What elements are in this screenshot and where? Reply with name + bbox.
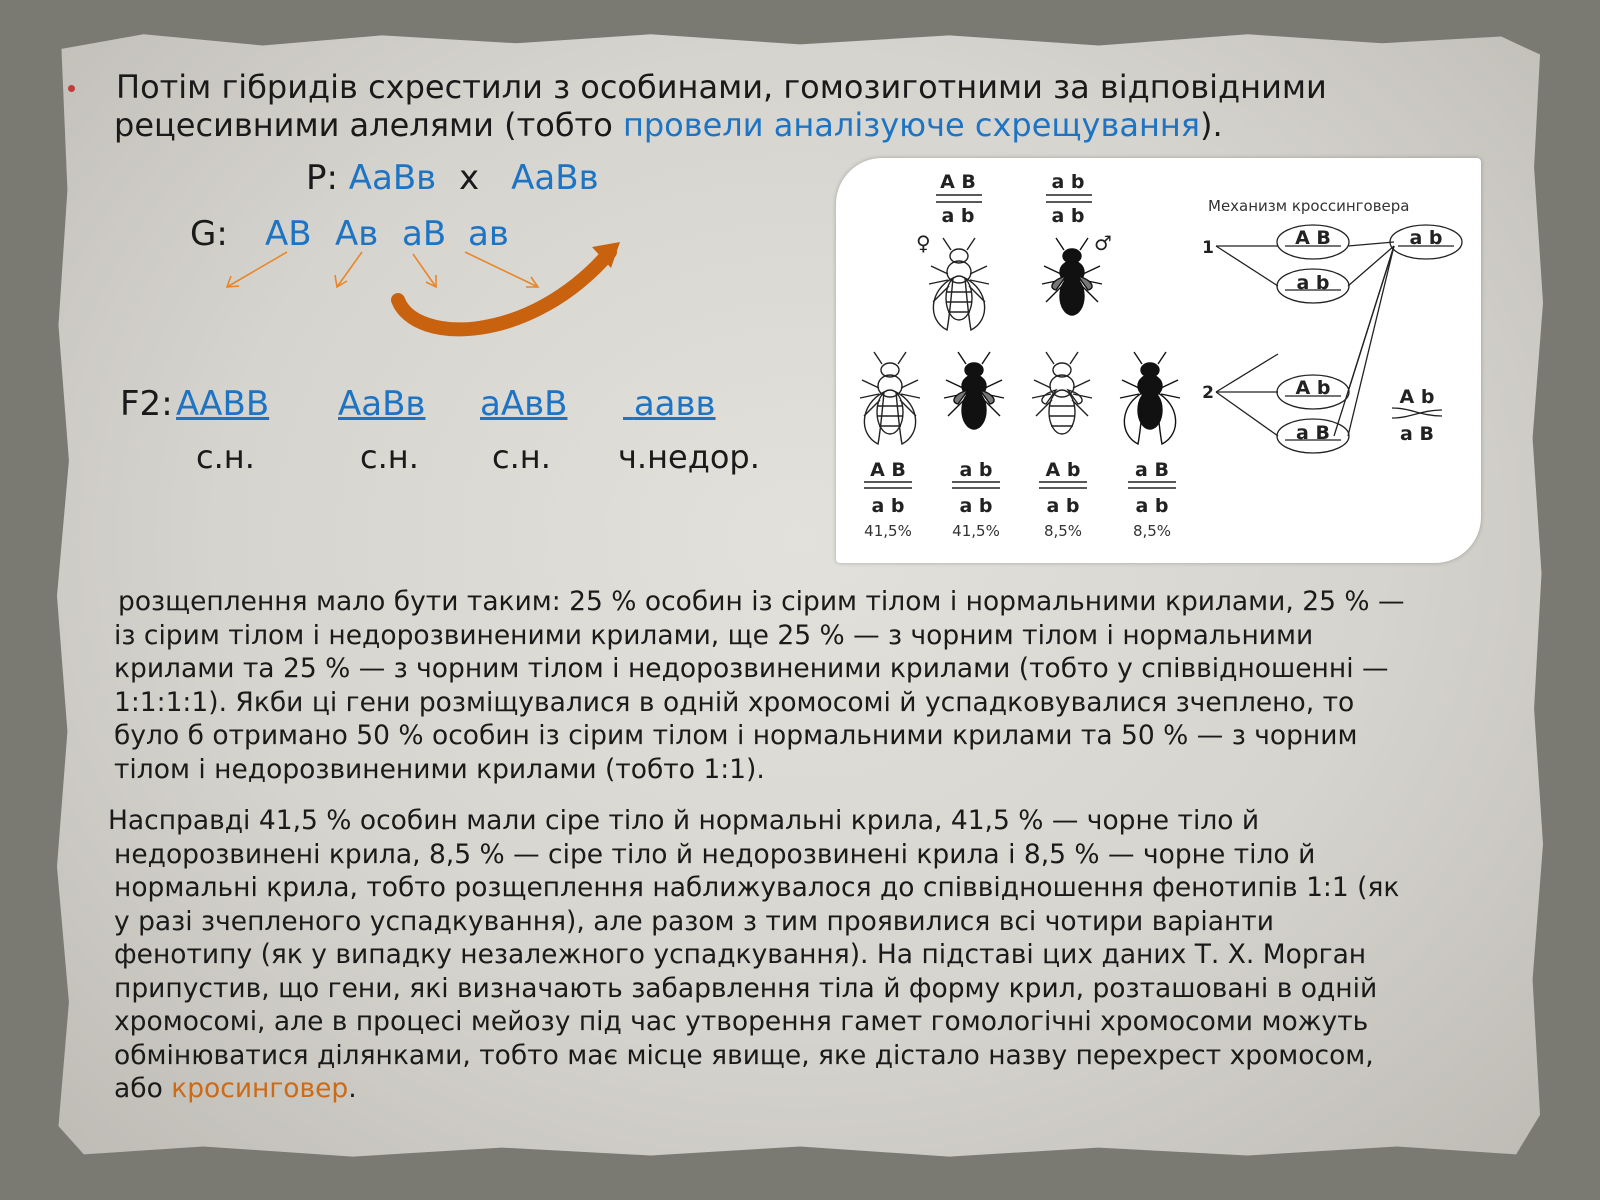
offspring-1[interactable]: ААВВ [176, 384, 270, 424]
mechanism-num-1: 1 [1202, 238, 1214, 258]
offspring-genotype-3-top: A b [1045, 459, 1081, 481]
cross-sign: х [459, 158, 480, 198]
offspring-genotype-1-bottom: a b [871, 495, 905, 517]
gamete-3: аВ [402, 214, 447, 254]
crossing-over-link[interactable]: кросинговер [171, 1073, 349, 1104]
offspring-genotype-4-bottom: a b [1135, 495, 1169, 517]
analysis-cross-link[interactable]: провели аналізуюче схрещування [622, 106, 1201, 144]
mechanism-lines [1216, 225, 1462, 453]
small-arrows [227, 252, 538, 287]
male-top: a b [1051, 171, 1085, 193]
offspring-genotype-3-bottom: a b [1046, 495, 1080, 517]
offspring-genotype-1-top: A B [870, 459, 906, 481]
phenotype-2: с.н. [360, 438, 419, 476]
ellipse-ab2-bottom: a B [1296, 422, 1330, 444]
phenotype-4: ч.недор. [618, 438, 760, 476]
offspring-3[interactable]: аАвВ [480, 384, 568, 424]
mechanism-title: Механизм кроссинговера [1208, 197, 1410, 215]
ellipse-right: a b [1409, 227, 1443, 249]
ellipse-ab-top: A B [1295, 227, 1331, 249]
phenotype-1: с.н. [196, 438, 255, 476]
offspring-percentages [864, 522, 1171, 540]
mechanism-num-2: 2 [1202, 383, 1214, 403]
offspring-genotype-2-bottom: a b [959, 495, 993, 517]
offspring-genotypes [870, 459, 1169, 517]
crossing-over-figure [836, 158, 1481, 563]
percent-3: 8,5% [1043, 522, 1083, 540]
offspring-2[interactable]: АаВв [338, 384, 426, 424]
parent-genotype-1: АаВв [348, 158, 437, 198]
paragraph-1: розщеплення мало бути таким: 25 % особин із сірим тілом і нормальними крилами, 25 % — із сірим тілом і недорозвиненими крилами, ще 25 % — з чорним тілом і нормальними крилами та 25 % — з чорним тілом і недорозвиненими крилами (тобто у співвідношенні — 1:1:1:1). Якби ці гени розміщувалися в одній хромосомі й успадковувалися зчеплено, то було б отримано 50 % особин із сірим тілом і нормальними крилами та 50 % — з чорним тілом і недорозвиненими крилами (тобто 1:1). [114, 586, 1405, 785]
offspring-fly-3 [1032, 352, 1092, 434]
curved-arrow [398, 252, 610, 329]
intro-line-1: Потім гібридів схрестили з особинами, гомозиготними за відповідними [116, 68, 1327, 106]
male-bottom: a b [1051, 205, 1085, 227]
ellipse-ab-bottom: a b [1296, 272, 1330, 294]
gamete-2: Ав [335, 214, 379, 254]
cross-bottom: a B [1400, 423, 1434, 445]
parents-line: Р: АаВв х АаВв [306, 158, 599, 198]
male-symbol: ♂ [1094, 231, 1112, 255]
parent-genotypes [936, 171, 1092, 227]
percent-2: 41,5% [952, 522, 1000, 540]
parent-fly-male [1042, 238, 1102, 315]
intro-line-2: рецесивними алелями (тобто провели аналізуюче схрещування). [114, 106, 1223, 144]
phenotype-3: с.н. [492, 438, 551, 476]
f2-label: F2: [120, 384, 173, 424]
ellipse-ab2-top: A b [1295, 377, 1331, 399]
gamete-1: АВ [265, 214, 312, 254]
cross-top: A b [1399, 386, 1435, 408]
female-top: A B [940, 171, 976, 193]
offspring-genotype-2-top: a b [959, 459, 993, 481]
gametes-label: G: [190, 214, 228, 254]
female-bottom: a b [941, 205, 975, 227]
offspring-fly-2 [944, 352, 1004, 429]
gamete-4: ав [468, 214, 509, 254]
female-symbol: ♀ [916, 231, 931, 255]
offspring-fly-1 [860, 352, 920, 444]
parent-genotype-2: АаВв [511, 158, 599, 198]
offspring-fly-4 [1120, 352, 1180, 444]
percent-4: 8,5% [1132, 522, 1172, 540]
paragraph-2: Насправді 41,5 % особин мали сіре тіло й нормальні крила, 41,5 % — чорне тіло й недорозвинені крила, 8,5 % — сіре тіло й недорозвинені крила і 8,5 % — чорне тіло й нормальні крила, тобто розщеплення наближувалося до співвідношення фенотипів 1:1 (як у разі зчепленого успадкування), але разом з тим проявилися всі чотири варіанти фенотипу (як у випадку незалежного успадкування). На підставі цих даних Т. Х. Морган припустив, що гени, які визначають забарвлення тіла й форму крил, розташовані в одній хромосомі, але в процесі мейозу під час утворення гамет гомологічні хромосоми можуть обмінюватися ділянками, тобто має місце явище, яке дістало назву перехрест хромосом, або кросинговер. [108, 805, 1400, 1104]
offspring-4[interactable]: аавв [633, 384, 716, 424]
offspring-genotype-4-top: a B [1135, 459, 1169, 481]
parent-fly-female [929, 238, 989, 330]
percent-1: 41,5% [864, 522, 912, 540]
